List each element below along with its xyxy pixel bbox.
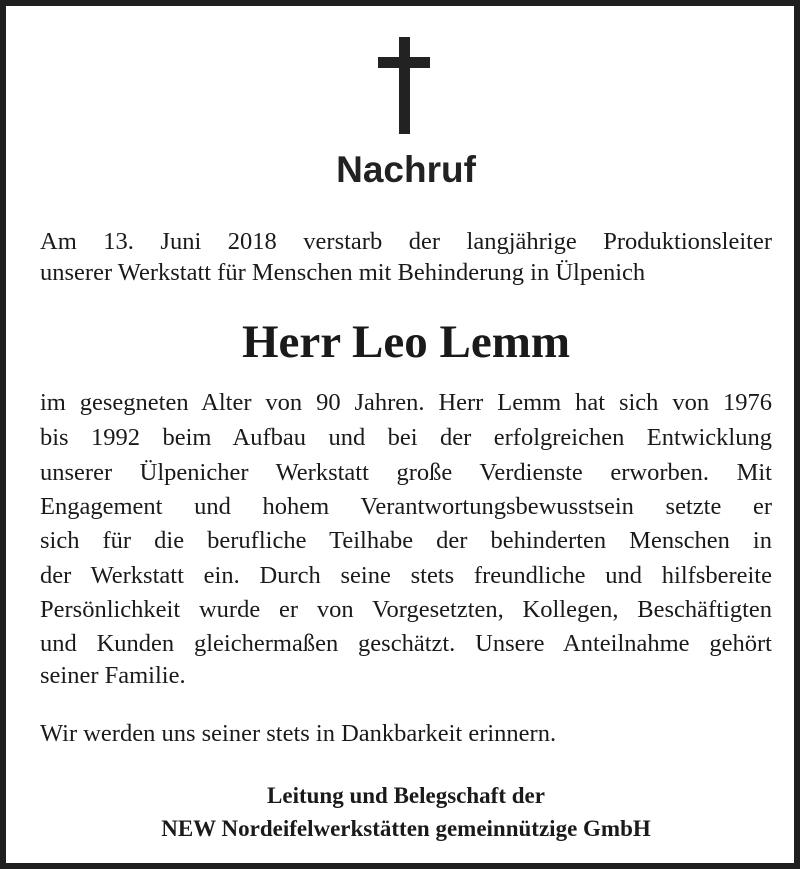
body-line-2: bis 1992 beim Aufbau und bei der erfolgreichen Entwicklung xyxy=(40,424,772,451)
notice-title: Nachruf xyxy=(336,149,476,190)
body-line-3: unserer Ülpenicher Werkstatt große Verdienste erworben. Mit xyxy=(40,459,772,486)
signature-line-1: Leitung und Belegschaft der xyxy=(267,783,545,808)
body-line-6: der Werkstatt ein. Durch seine stets freundliche und hilfsbereite xyxy=(40,562,772,589)
body-line-5: sich für die berufliche Teilhabe der behinderten Menschen in xyxy=(40,527,772,554)
closing-line: Wir werden uns seiner stets in Dankbarkeit erinnern. xyxy=(40,720,557,747)
intro-line-2: unserer Werkstatt für Menschen mit Behinderung in Ülpenich xyxy=(40,259,646,286)
body-line-8: und Kunden gleichermaßen geschätzt. Unsere Anteilnahme gehört xyxy=(40,630,772,657)
cross-icon xyxy=(378,37,430,134)
intro-line-1: Am 13. Juni 2018 verstarb der langjährige Produktionsleiter xyxy=(40,228,772,255)
cross-horizontal-bar xyxy=(378,57,430,68)
body-line-7: Persönlichkeit wurde er von Vorgesetzten, Kollegen, Beschäftigten xyxy=(40,596,772,623)
signature-line-2: NEW Nordeifelwerkstätten gemeinnützige GmbH xyxy=(161,816,651,841)
body-line-9: seiner Familie. xyxy=(40,662,186,689)
deceased-name: Herr Leo Lemm xyxy=(241,316,570,368)
cross-vertical-bar xyxy=(399,37,410,134)
body-line-1: im gesegneten Alter von 90 Jahren. Herr Lemm hat sich von 1976 xyxy=(40,389,772,416)
body-line-4: Engagement und hohem Verantwortungsbewusstsein setzte er xyxy=(40,493,772,520)
